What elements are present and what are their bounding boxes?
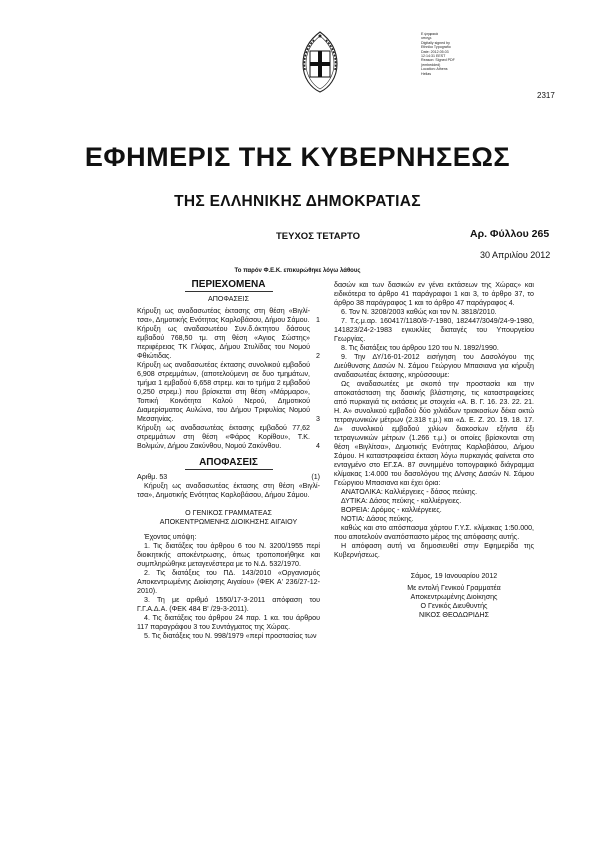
- left-paragraphs: [137, 542, 320, 641]
- decision-paragraph: 7. Τ.ς.μ.αρ. 160417/1180/8-7-1980, 182447/3049/24-9-1980, 141823/24-2-1983 εγκυκλίες διαταγές του Υπουργείου Γεωργίας.: [334, 317, 534, 343]
- toc-item: [137, 307, 320, 325]
- having-regard: Έχοντας υπόψη:: [144, 533, 197, 541]
- issue-date: 30 Απριλίου 2012: [480, 250, 551, 260]
- stamp-line: 12:14:31 EEST: [421, 54, 446, 59]
- decision-paragraph: δασών και των δασικών εν γένει εκτάσεων της Χώρας» και ειδικότερα το άρθρο 41 παράγραφοι 1 και 3, το άρθρο 37, το άρθρο 38 παράγραφος 1 και το άρθρο 47 παράγραφος 4.: [334, 281, 534, 307]
- toc-subtitle: ΑΠΟΦΑΣΕΙΣ: [207, 295, 250, 303]
- authority-line-1: Ο ΓΕΝΙΚΟΣ ΓΡΑΜΜΑΤΕΑΣ: [185, 509, 272, 517]
- decision-paragraph: ΑΝΑΤΟΛΙΚΑ: Καλλιέργειες - δάσος πεύκης.: [341, 488, 478, 496]
- validation-notice: Το παρόν Φ.Ε.Κ. επικυρώθηκε λόγω λάθους: [234, 268, 361, 274]
- authority-line-2: ΑΠΟΚΕΝΤΡΩΜΕΝΗΣ ΔΙΟΙΚΗΣΗΣ ΑΙΓΑΙΟΥ: [159, 518, 298, 526]
- decision-subject: Κήρυξη ως αναδασωτέας έκτασης στη θέση «Βιγλί-τσα», Δημοτικής Ενότητας Καρλοβάσου, Δήμου Σάμου.: [137, 482, 320, 499]
- stamp-line: Ethniko Typografio: [421, 45, 451, 50]
- stamp-line: Digitally signed by: [421, 40, 450, 45]
- toc-list: [137, 307, 320, 451]
- decision-paragraph: ΒΟΡΕΙΑ: Δρόμος - καλλιέργειες.: [341, 506, 442, 514]
- stamp-line: Ε ψηφιακά: [421, 32, 438, 36]
- decision-ref: (1): [311, 473, 320, 481]
- decision-paragraph: 4. Τις διατάξεις του άρθρου 24 παρ. 1 κα. του άρθρου 117 παραγράφου 3 του Συντάγματος της Χώρας.: [137, 614, 320, 631]
- decision-paragraph: 3. Τη με αριθμό 1550/17-3-2011 απόφαση του Γ.Γ.Α.Δ.Α. (ΦΕΚ 484 Β' /29-3-2011).: [137, 596, 320, 613]
- toc-item-page: 4: [316, 442, 320, 450]
- signature-line: Με εντολή Γενικού Γραμματέα: [407, 584, 501, 592]
- stamp-line: Reason: Signed PDF: [421, 58, 455, 63]
- toc-item-text: Κήρυξη ως αναδασωτέας έκτασης συνολικού εμβαδού 6,908 στρεμμάτων, (αποτελούμενη σε δυο τμημάτων, τμήμα 1 εμβαδού 6,658 στρεμ. και το τμήμα 2 εμβαδού 0,250 στρεμ.) που βρίσκεται στη θέση «Μάρμαρο», Τοπική Κοινότητα Καλού Νερού, Δημοτικού Διαμερίσματος Αυλώνα, του Δήμου Τριφυλίας Νομού Μεσσηνίας.: [137, 361, 310, 423]
- toc-item-page: 3: [316, 415, 320, 423]
- stamp-line: Date: 2012.05.03: [421, 49, 449, 54]
- toc-item-text: Κήρυξη ως αναδασωτέας έκτασης στη θέση «Βιγλί-τσα», Δημοτικής Ενότητας Καρλοβάσου, Δήμου Σάμου.: [137, 307, 310, 324]
- gazette-title: ΕΦΗΜΕΡΙΣ ΤΗΣ ΚΥΒΕΡΝΗΣΕΩΣ: [84, 142, 511, 172]
- decision-header: [137, 473, 320, 482]
- toc-item: [137, 424, 320, 451]
- decision-paragraph: 6. Τον Ν. 3208/2003 καθώς και τον Ν. 3818/2010.: [341, 308, 497, 316]
- toc-item-page: 1: [316, 316, 320, 324]
- decision-paragraph: Ως αναδασωτέες με σκοπό την προστασία και την αποκατάσταση της δασικής βλάστησης, τις καταστραφείσες από πυρκαγιά τις εκτάσεις με στοιχεία «Α. Β. Γ. 16. 23. 22. 21. Η. Α» συνολικού εμβαδού δύο χιλιάδων τριακοσίων δέκα οκτώ τετραγωνικών μέτρων (2.318 τ.μ.) και «Δ. Ε. Ζ. 20. 19. 18. 17. Δ» συνολικού εμβαδού χιλίων διακοσίων εξήντα έξι τετραγωνικών μέτρων (1.266 τ.μ.) οι οποίες βρίσκονται στη θέση «Βιγλίτσα», Δημοτικής Ενότητας Καρλοβάσου, Δήμου Σάμου. Η καταστραφείσα έκταση λόγω πυρκαγιάς φαίνεται στο ενταγμένο στο ΕΓ.ΣΑ. 87 συνημμένο τοπογραφικό διάγραμμα κλίμακας 1:4.000 του δασολόγου της Δ/νσης Δασών Ν. Σάμου Γεώργιου Μπασιανα και έχει όρια:: [334, 380, 534, 487]
- toc-title: ΠΕΡΙΕΧΟΜΕΝΑ: [191, 279, 266, 290]
- page-number: 2317: [537, 91, 555, 100]
- signature-line: Αποκεντρωμένης Διοίκησης: [410, 593, 498, 601]
- stamp-line: Hellas: [421, 71, 431, 76]
- decision-paragraph: 9. Την ΔΥ/16-01-2012 εισήγηση του Δασολόγου της Διεύθυνσης Δασών Ν. Σάμου Γεώργιου Μπασιανα για κήρυξη αναδασωτέας έκτασης, κηρύσσουμε:: [334, 353, 534, 379]
- decision-paragraph: 5. Τις διατάξεις του Ν. 998/1979 «περί προστασίας των: [144, 632, 317, 640]
- right-paragraphs: [334, 281, 534, 560]
- stamp-line: Location: Athens: [421, 67, 448, 72]
- decision-paragraph: Η απόφαση αυτή να δημοσιευθεί στην Εφημερίδα της Κυβερνήσεως.: [334, 542, 534, 559]
- decision-paragraph: 8. Τις διατάξεις του άρθρου 120 του Ν. 1892/1990.: [341, 344, 499, 352]
- sheet-number: Αρ. Φύλλου 265: [470, 228, 550, 240]
- right-column: [334, 281, 534, 620]
- decision-paragraph: ΝΟΤΙΑ: Δάσος πεύκης.: [341, 515, 414, 523]
- republic-title: ΤΗΣ ΕΛΛΗΝΙΚΗΣ ΔΗΜΟΚΡΑΤΙΑΣ: [174, 193, 421, 210]
- decision-paragraph: καθώς και στο απόσπασμα χάρτου Γ.Υ.Σ. κλίμακας 1:50.000, που αποτελούν αναπόσπαστο μέρος της απόφασης αυτής.: [334, 524, 534, 541]
- toc-item: [137, 361, 320, 424]
- decisions-title: ΑΠΟΦΑΣΕΙΣ: [199, 457, 258, 468]
- left-column: [137, 278, 320, 641]
- decision-number: Αριθμ. 53: [137, 473, 168, 481]
- decision-paragraph: ΔΥΤΙΚΑ: Δάσος πεύκης - καλλιέργειες.: [341, 497, 462, 505]
- stamp-line: (embedded): [421, 62, 441, 67]
- stamp-line: υπογρ.: [421, 36, 433, 41]
- digital-signature-stamp: [421, 32, 501, 76]
- decision-paragraph: 1. Τις διατάξεις του άρθρου 6 του Ν. 3200/1955 περί διοικητικής αποκέντρωσης, όπως τροποποιήθηκε και συμπληρώθηκε μεταγενέστερα με το Ν.Δ. 532/1970.: [137, 542, 320, 568]
- toc-item-page: 2: [316, 352, 320, 360]
- signature-line: Ο Γενικός Διευθυντής: [420, 602, 488, 610]
- signature-line: ΝΙΚΟΣ ΘΕΟΔΩΡΙΔΗΣ: [418, 611, 490, 619]
- issue-type: ΤΕΥΧΟΣ ΤΕΤΑΡΤΟ: [276, 231, 360, 242]
- toc-item-text: Κήρυξη ως αναδασωτέας έκτασης εμβαδού 77,62 στρεμμάτων στη θέση «Φάρος Κορίθου», Τ.Κ. Βολιμών, Δήμου Ζακύνθου, Νομού Ζακύνθου.: [137, 424, 310, 450]
- place-date: Σάμος, 19 Ιανουαρίου 2012: [410, 572, 498, 580]
- decision-paragraph: 2. Τις διατάξεις του ΠΔ. 143/2010 «Οργανισμός Αποκεντρωμένης Διοίκησης Αιγαίου» (ΦΕΚ Α' 236/27-12-2010).: [137, 569, 320, 595]
- toc-item-text: Κήρυξη ως αναδασωτέου Συν.δ.όκτητου δάσους εμβαδού 768,50 τμ. στη θέση «Αγιος Σώστης» περιφέρειας ΤΚ Γλύφας, Δήμου Στυλίδας του Νομού Φθιώτιδας.: [137, 325, 310, 360]
- signature-block: [334, 584, 534, 620]
- national-emblem-icon: [297, 30, 343, 94]
- toc-divider: [185, 291, 273, 292]
- decisions-divider: [185, 469, 273, 470]
- toc-item: [137, 325, 320, 361]
